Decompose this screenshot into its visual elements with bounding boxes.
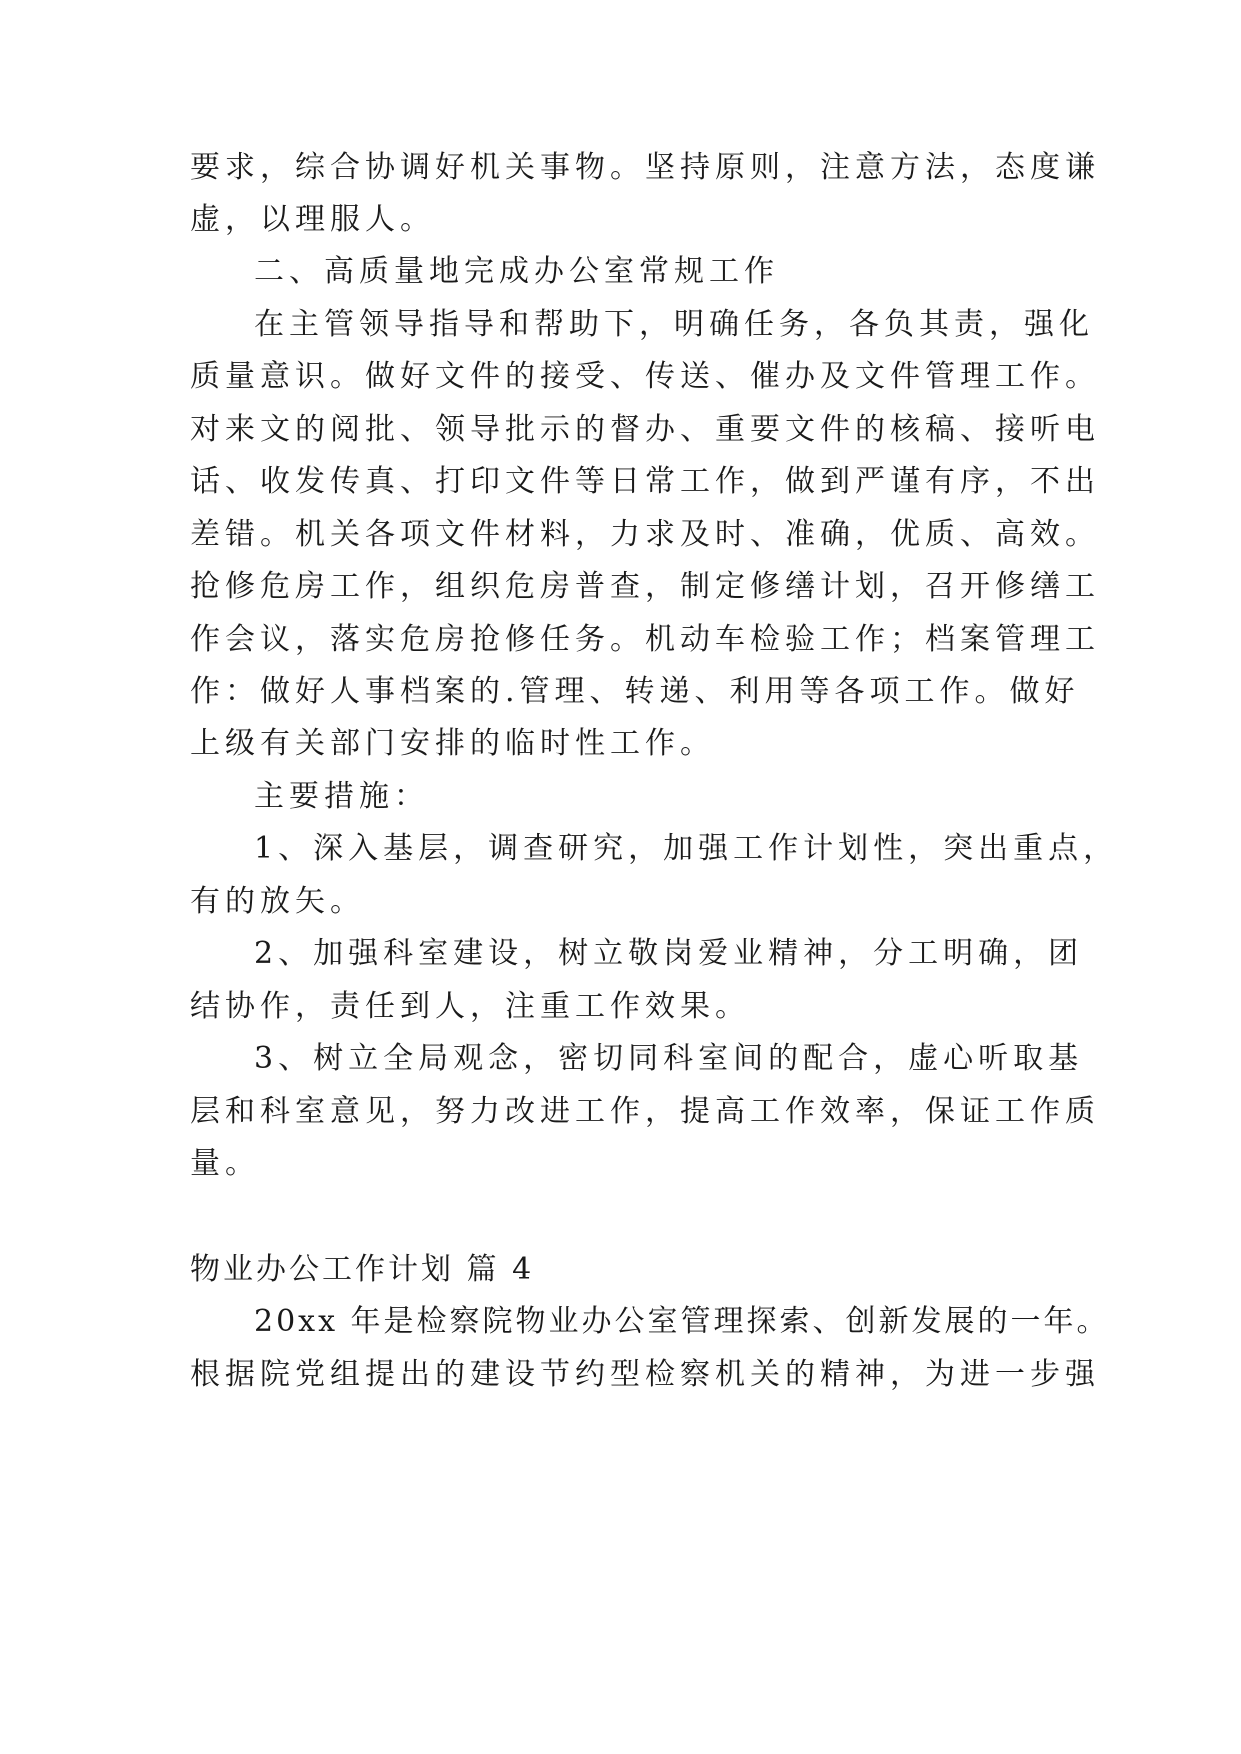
text-line: 结协作，责任到人，注重工作效果。 [190, 989, 750, 1024]
list-item-3: 3、树立全局观念，密切同科室间的配合，虚心听取基 [254, 1041, 1084, 1076]
text-line: 根据院党组提出的建设节约型检察机关的精神，为进一步强 [190, 1357, 1100, 1392]
section-heading: 二、高质量地完成办公室常规工作 [254, 254, 779, 289]
paragraph-start: 20xx 年是检察院物业办公室管理探索、创新发展的一年。 [254, 1304, 1110, 1339]
list-item-1: 1、深入基层，调查研究，加强工作计划性，突出重点， [254, 831, 1119, 866]
text-line: 要求，综合协调好机关事物。坚持原则，注意方法，态度谦 [190, 150, 1100, 185]
text-line: 作会议，落实危房抢修任务。机动车检验工作；档案管理工 [190, 622, 1100, 657]
section-title: 物业办公工作计划 篇 4 [190, 1252, 535, 1287]
list-item-2: 2、加强科室建设，树立敬岗爱业精神，分工明确，团 [254, 936, 1084, 971]
text-line: 量。 [190, 1146, 260, 1181]
text-line: 差错。机关各项文件材料，力求及时、准确，优质、高效。 [190, 517, 1100, 552]
measures-heading: 主要措施： [254, 779, 429, 814]
text-line: 对来文的阅批、领导批示的督办、重要文件的核稿、接听电 [190, 412, 1100, 447]
text-line: 虚，以理服人。 [190, 202, 435, 237]
text-line: 上级有关部门安排的临时性工作。 [190, 726, 715, 761]
text-line: 作：做好人事档案的.管理、转递、利用等各项工作。做好 [190, 674, 1080, 709]
text-line: 层和科室意见，努力改进工作，提高工作效率，保证工作质 [190, 1094, 1100, 1129]
text-line: 抢修危房工作，组织危房普查，制定修缮计划，召开修缮工 [190, 569, 1100, 604]
text-line: 质量意识。做好文件的接受、传送、催办及文件管理工作。 [190, 359, 1100, 394]
text-line: 有的放矢。 [190, 884, 365, 919]
text-line: 话、收发传真、打印文件等日常工作，做到严谨有序，不出 [190, 464, 1100, 499]
paragraph-start: 在主管领导指导和帮助下，明确任务，各负其责，强化 [254, 307, 1094, 342]
